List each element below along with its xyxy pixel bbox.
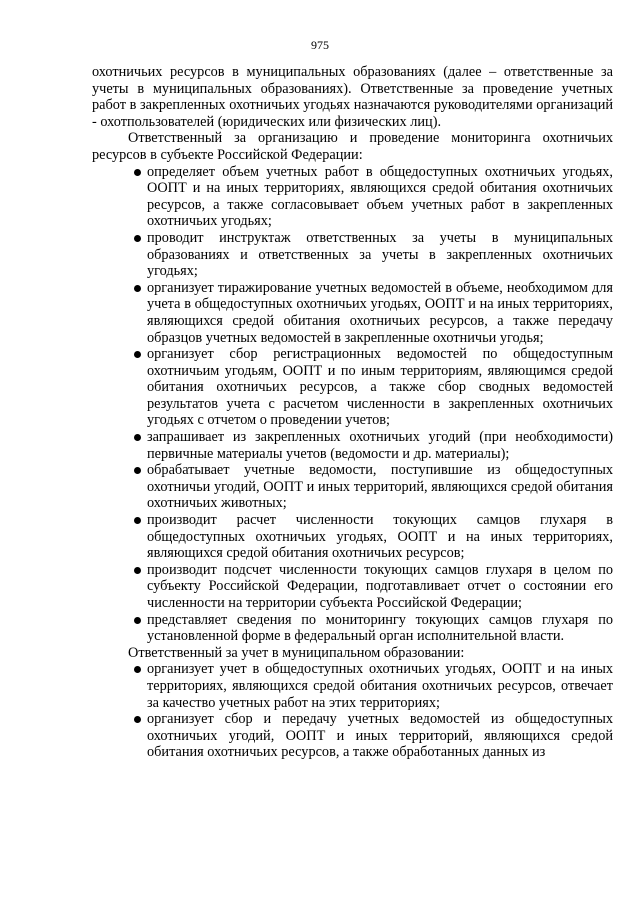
list-item [92,562,613,612]
bullet-icon [134,567,141,574]
municipal-duties-list [92,661,613,761]
list-item-text: производит подсчет численности токующих самцов глухаря в целом по субъекту Российской Федерации, подготавливает отчет о состоянии его численности на территории субъекта Российской Федерации; [147,561,613,611]
page-body [92,64,613,761]
bullet-icon [134,434,141,441]
list-item [92,280,613,346]
list-item [92,429,613,462]
list-item [92,661,613,711]
list-item [92,346,613,429]
list-item-text: организует сбор регистрационных ведомостей по общедоступным охотничьим угодьям, ООПТ и по иным территориям, являющимся средой обитания охотничьих ресурсов, а также сбор сводных ведомостей результатов учета с расчетом численности в закрепленных охотничьих угодьях с отчетом о проведении учетов; [147,346,613,429]
bullet-icon [134,716,141,723]
list-item-text: организует тиражирование учетных ведомостей в объеме, необходимом для учета в общедоступных охотничьих угодьях, ООПТ и на иных территориях, являющихся средой обитания охотничьих ресурсов, а также передачу образцов учетных ведомостей в закрепленные охотничьи угодья; [147,279,613,346]
bullet-icon [134,235,141,242]
list-item-text: производит расчет численности токующих самцов глухаря в общедоступных охотничьих угодьях, ООПТ и на иных территориях, являющихся средой обитания охотничьих ресурсов; [147,512,613,562]
bullet-icon [134,351,141,358]
regional-duties-list [92,164,613,645]
list-item [92,711,613,761]
list-item-text: организует учет в общедоступных охотничьих угодьях, ООПТ и на иных территориях, являющихся средой обитания охотничьих ресурсов, отвечает за качество учетных работ на этих территориях; [147,661,613,711]
list-item [92,462,613,512]
list-item [92,612,613,645]
list-item [92,164,613,230]
bullet-icon [134,517,141,524]
list-item-text: организует сбор и передачу учетных ведомостей из общедоступных охотничьих угодий, ООПТ и иных территорий, являющихся средой обитания охотничьих ресурсов, а также обработанных данных из [147,711,613,761]
bullet-icon [134,617,141,624]
intro-paragraph: охотничьих ресурсов в муниципальных образованиях (далее – ответственные за учеты в муниципальных образованиях). Ответственные за проведение учетных работ в закрепленных охотничьих угодьях назначаются руководителями организаций - охотпользователей (юридических или физических лиц). [92,64,613,130]
bullet-icon [134,666,141,673]
municipal-responsible-heading: Ответственный за учет в муниципальном образовании: [128,644,465,661]
list-item [92,230,613,280]
bullet-icon [134,285,141,292]
list-item-text: определяет объем учетных работ в общедоступных охотничьих угодьях, ООПТ и на иных территориях, являющихся средой обитания охотничьих ресурсов, а также согласовывает объем учетных работ в закрепленных охотничьих угодьях; [147,163,613,230]
list-item [92,512,613,562]
list-item-text: представляет сведения по мониторингу токующих самцов глухаря по установленной форме в федеральный орган исполнительной власти. [147,611,613,645]
list-item-text: запрашивает из закрепленных охотничьих угодий (при необходимости) первичные материалы учетов (ведомости и др. материалы); [147,429,613,462]
list-item-text: проводит инструктаж ответственных за учеты в муниципальных образованиях и ответственных за учеты в закрепленных охотничьих угодьях; [147,229,613,280]
list-item-text: обрабатывает учетные ведомости, поступившие из общедоступных охотничьи угодий, ООПТ и иных территорий, являющихся средой обитания охотничьих животных; [147,462,613,512]
page-number: 975 [311,38,329,52]
bullet-icon [134,467,141,474]
bullet-icon [134,169,141,176]
regional-responsible-heading: Ответственный за организацию и проведение мониторинга охотничьих ресурсов в субъекте Российской Федерации: [92,130,613,163]
